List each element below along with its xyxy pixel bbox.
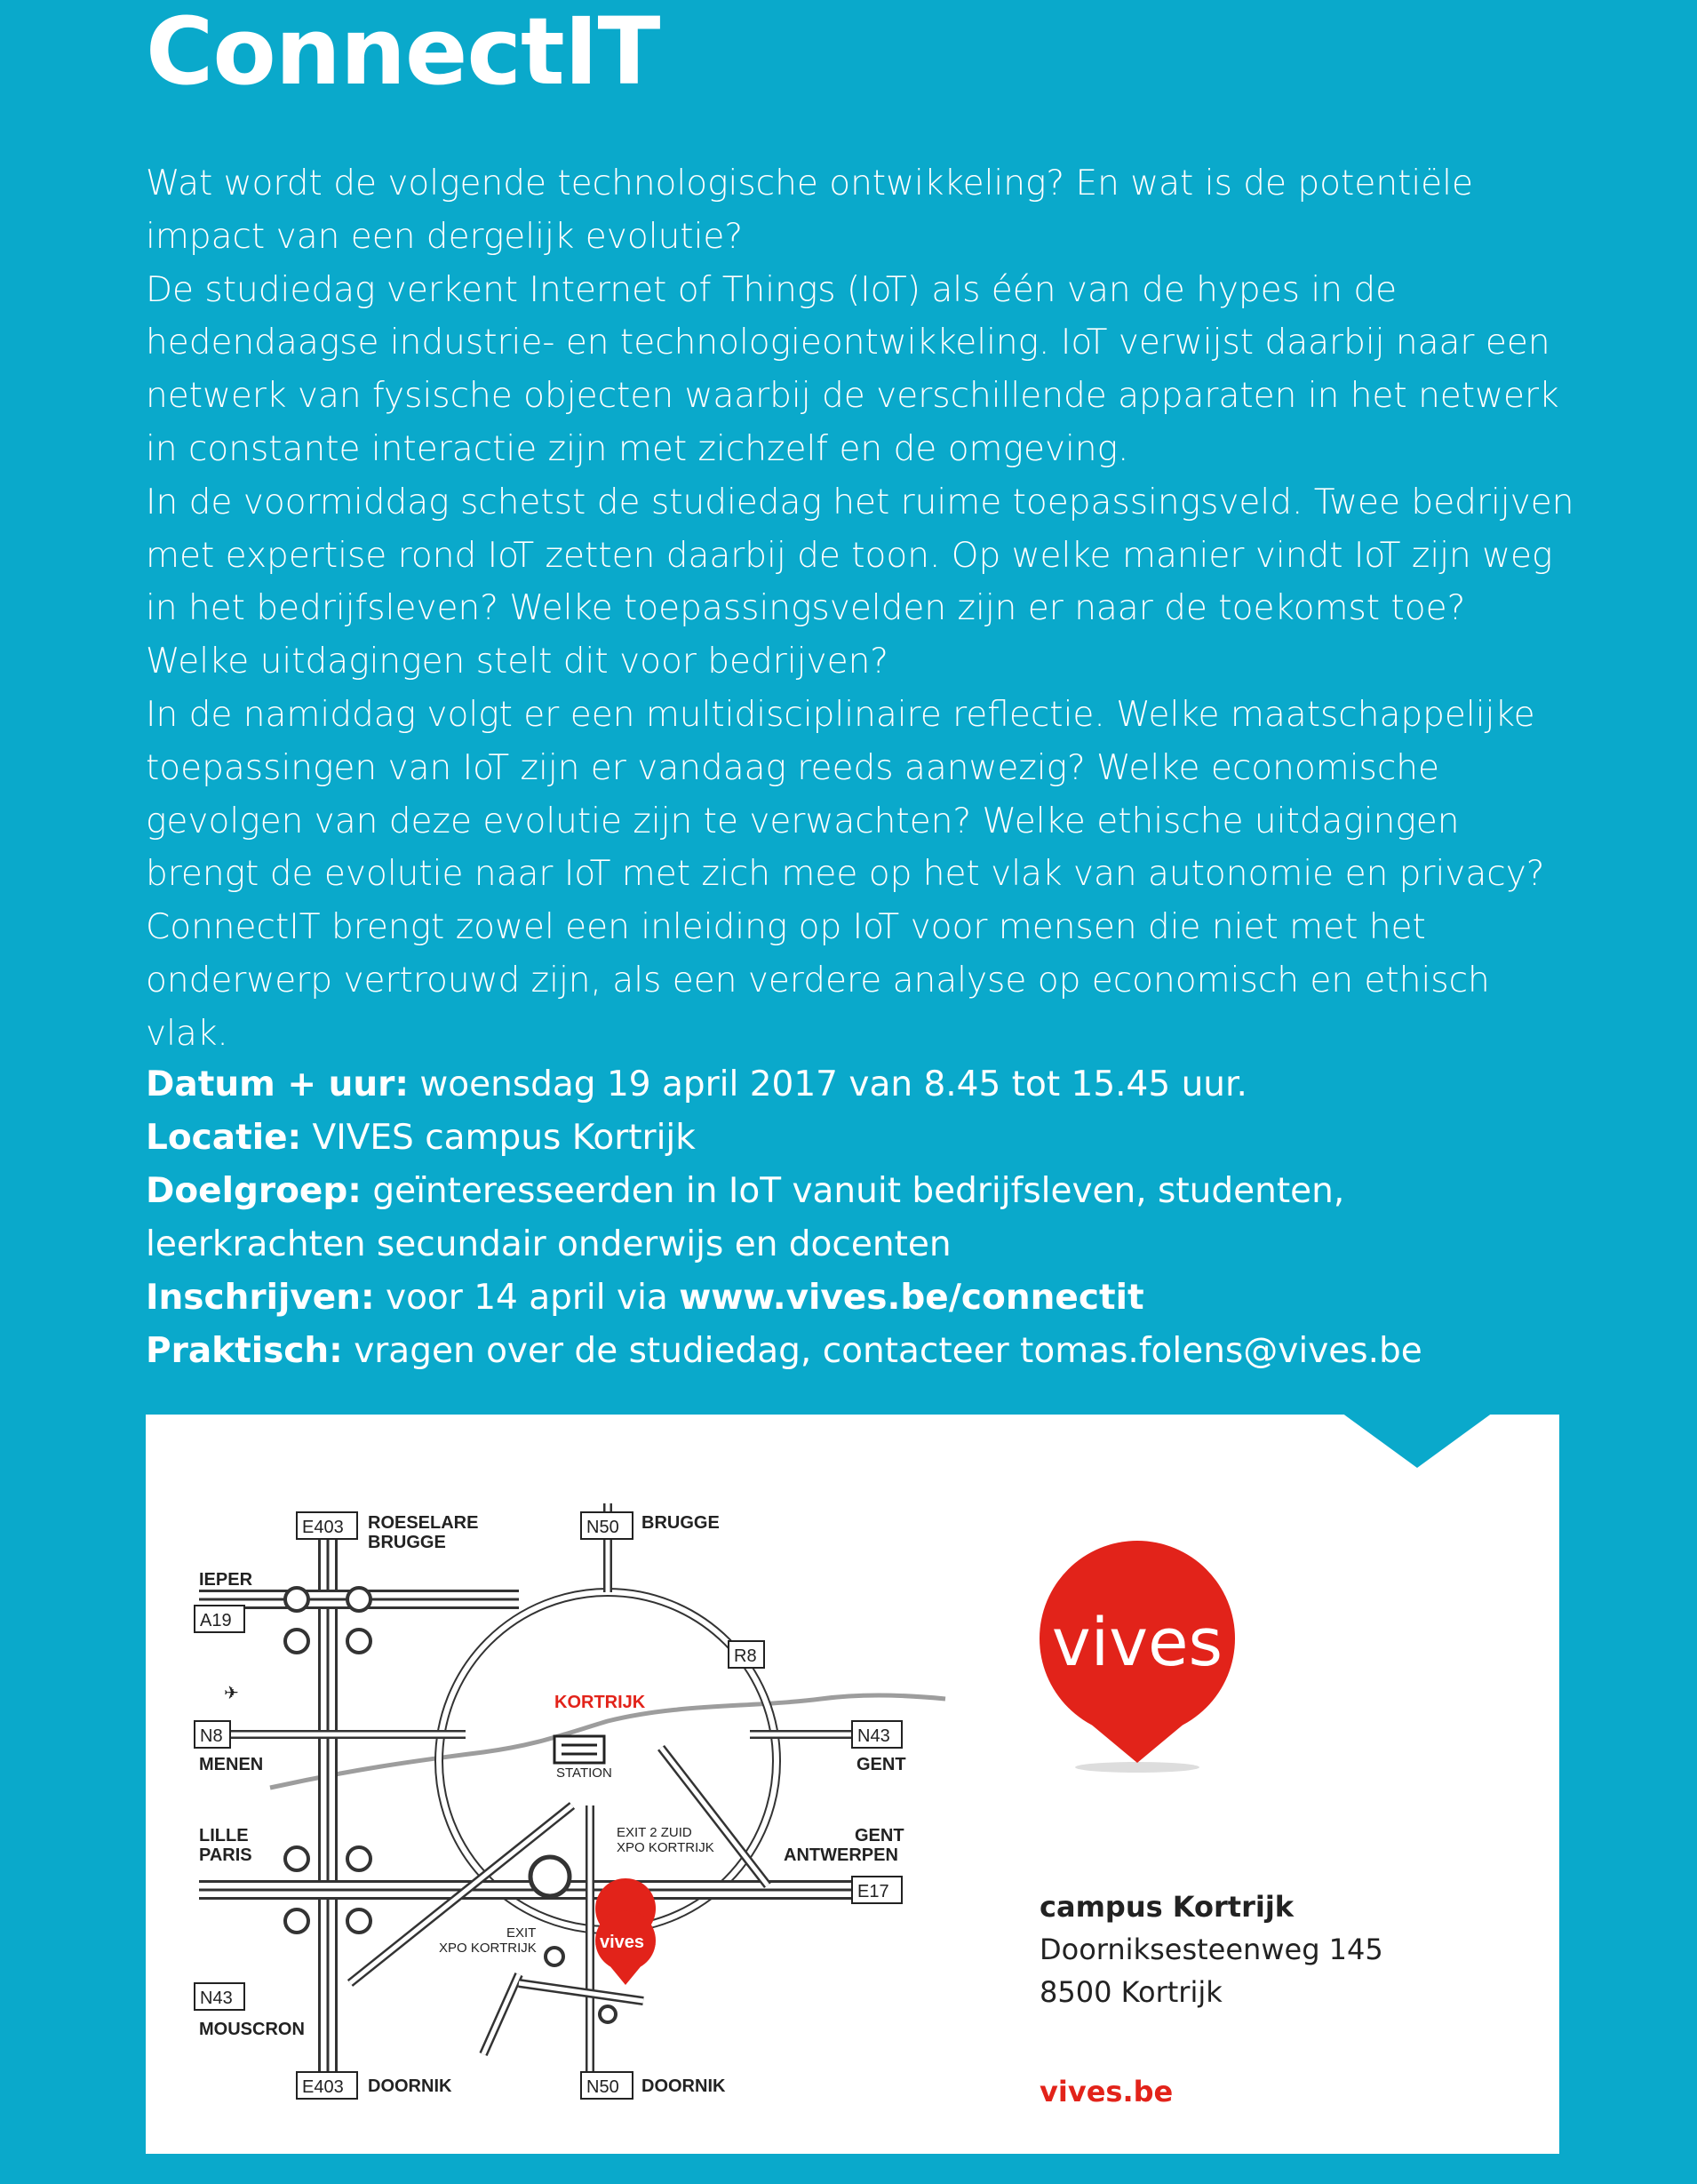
info-inschrijven [146, 1271, 1567, 1325]
praktisch-label: Praktisch: [146, 1331, 343, 1371]
exit2-label-2: XPO KORTRIJK [617, 1840, 714, 1855]
mouscron-label: MOUSCRON [199, 2020, 305, 2039]
inschrijven-value: voor 14 april via [385, 1278, 668, 1318]
doelgroep-value: geïnteresseerden in IoT vanuit bedrijfsleven, studenten, leerkrachten secundair onderwijs en docenten [146, 1171, 1345, 1264]
campus-city: 8500 Kortrijk [1040, 1975, 1223, 2009]
intro-paragraph: De studiedag verkent Internet of Things (IoT) als één van de hypes in de hedendaagse industrie- en technologieontwikkeling. IoT verwijst daarbij naar een netwerk van fysische objecten waarbij de verschillende apparaten in het netwerk in constante interactie zijn met zichzelf en de omgeving. [146, 269, 1559, 469]
paris-label: PARIS [199, 1845, 252, 1865]
e17-label: E17 [857, 1882, 889, 1901]
datum-label: Datum + uur: [146, 1064, 409, 1104]
info-praktisch [146, 1325, 1567, 1378]
exit-label-2: XPO KORTRIJK [439, 1941, 537, 1956]
route-map [146, 1415, 1559, 2154]
doelgroep-label: Doelgroep: [146, 1171, 362, 1211]
n43-right-label: N43 [857, 1726, 890, 1746]
roeselare-label: ROESELARE [368, 1513, 479, 1533]
antwerpen-label: ANTWERPEN [784, 1845, 898, 1865]
a19-label: A19 [200, 1611, 232, 1630]
info-datum [146, 1058, 1567, 1112]
r8-label: R8 [734, 1646, 757, 1666]
intro-paragraph: In de voormiddag schetst de studiedag het ruime toepassingsveld. Twee bedrijven met expertise rond IoT zetten daarbij de toon. Op welke manier vindt IoT zijn weg in het bedrijfsleven? Welke toepassingsvelden zijn er naar de toekomst toe? Welke uitdagingen stelt dit voor bedrijven? [146, 482, 1574, 682]
logo-text: vives [1051, 1605, 1223, 1681]
intro-paragraph: Wat wordt de volgende technologische ontwikkeling? En wat is de potentiële impact van een dergelijk evolutie? [146, 163, 1473, 257]
gent2-label: GENT [855, 1826, 904, 1845]
page-title: ConnectIT [146, 0, 660, 106]
campus-address [1040, 1885, 1484, 2108]
gent-right-label: GENT [856, 1755, 906, 1774]
exit-label-1: EXIT [506, 1925, 537, 1941]
locatie-value: VIVES campus Kortrijk [312, 1118, 696, 1158]
station-icon [554, 1736, 604, 1763]
e403-bottom-label: E403 [302, 2077, 344, 2097]
n50-bottom-label: N50 [586, 2077, 619, 2097]
lille-label: LILLE [199, 1826, 249, 1845]
doornik-right-label: DOORNIK [641, 2076, 726, 2096]
vives-marker-label: vives [600, 1933, 645, 1952]
menen-label: MENEN [199, 1755, 264, 1774]
info-doelgroep [146, 1165, 1567, 1271]
station-label: STATION [556, 1766, 612, 1781]
registration-link[interactable]: www.vives.be/connectit [679, 1278, 1144, 1318]
info-locatie [146, 1112, 1567, 1165]
campus-name: campus Kortrijk [1040, 1890, 1295, 1924]
intro-paragraph: ConnectIT brengt zowel een inleiding op IoT voor mensen die niet met het onderwerp vertrouwd zijn, als een verdere analyse op economisch en ethisch vlak. [146, 907, 1490, 1054]
locatie-label: Locatie: [146, 1118, 302, 1158]
brugge-right-label: BRUGGE [641, 1513, 720, 1533]
inschrijven-label: Inschrijven: [146, 1278, 375, 1318]
exit2-label-1: EXIT 2 ZUID [617, 1825, 692, 1840]
event-info [146, 1058, 1567, 1378]
intro-text [146, 157, 1576, 1061]
n43-left-label: N43 [200, 1989, 233, 2008]
n8-label: N8 [200, 1726, 223, 1746]
doornik-left-label: DOORNIK [368, 2076, 452, 2096]
intro-paragraph: In de namiddag volgt er een multidisciplinaire reflectie. Welke maatschappelijke toepassingen van IoT zijn er vandaag reeds aanwezig? Welke economische gevolgen van deze evolutie zijn te verwachten? Welke ethische uitdagingen brengt de evolutie naar IoT met zich mee op het vlak van autonomie en privacy? [146, 694, 1545, 895]
n50-top-label: N50 [586, 1518, 619, 1537]
airplane-icon: ✈ [224, 1682, 239, 1703]
praktisch-value: vragen over de studiedag, contacteer tomas.folens@vives.be [354, 1331, 1422, 1371]
kortrijk-label: KORTRIJK [554, 1693, 646, 1712]
ieper-label: IEPER [199, 1570, 253, 1590]
datum-value: woensdag 19 april 2017 van 8.45 tot 15.45 uur. [419, 1064, 1247, 1104]
vives-logo [1032, 1541, 1241, 1781]
campus-street: Doorniksesteenweg 145 [1040, 1933, 1383, 1966]
map-card [146, 1415, 1559, 2154]
e403-top-label: E403 [302, 1518, 344, 1537]
website-link[interactable]: vives.be [1040, 2075, 1174, 2108]
brugge-left-label: BRUGGE [368, 1533, 446, 1552]
